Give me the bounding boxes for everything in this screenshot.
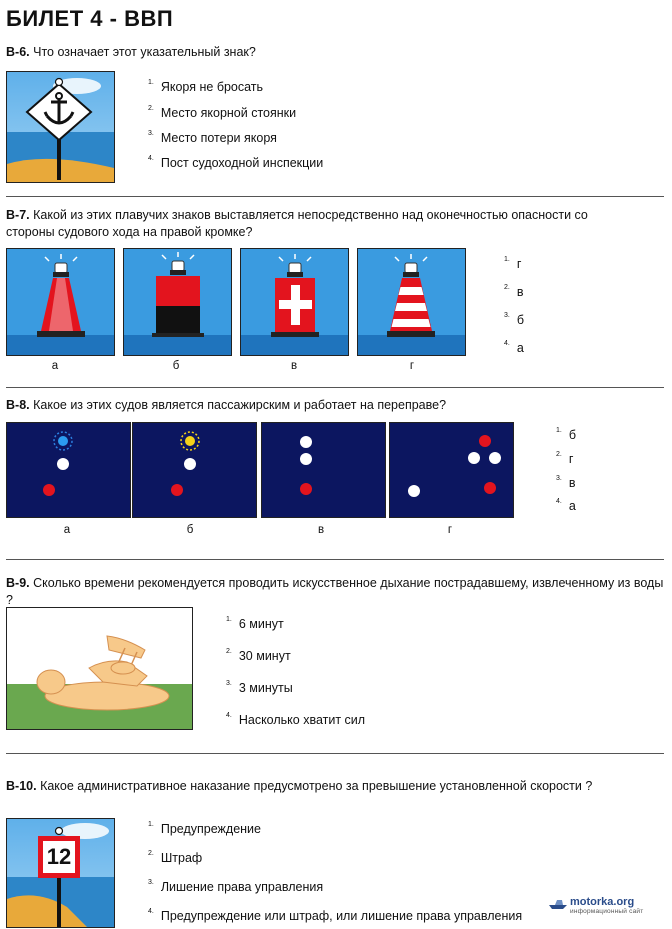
boat-icon (548, 898, 568, 910)
vessel-lights-g[interactable] (389, 422, 514, 518)
vessel-label-b: б (186, 524, 194, 536)
question-9-text: Сколько времени рекомендуется проводить искусственное дыхание пострадавшему, извлеченному из воды ? (6, 576, 664, 607)
buoy-label-a: а (51, 360, 59, 372)
question-9 (6, 575, 666, 609)
vessel-label-g: г (447, 524, 453, 536)
buoy-v-picture[interactable] (240, 248, 349, 356)
q7-option-1[interactable]: $^{1.}$ г (504, 256, 522, 271)
divider (6, 387, 664, 388)
q7-option-2[interactable]: $^{2.}$ в (504, 284, 524, 299)
buoy-label-b: б (172, 360, 180, 372)
vessel-lights-b[interactable] (132, 422, 257, 518)
question-7-number: В-7. (6, 208, 30, 222)
cpr-picture (6, 607, 193, 730)
question-10-text: Какое административное наказание предусмотрено за превышение установленной скорости ? (40, 779, 593, 793)
q8-option-2[interactable]: $^{2.}$ г (556, 451, 574, 466)
q8-option-3[interactable]: $^{3.}$ в (556, 475, 576, 490)
question-7 (6, 207, 636, 241)
q10-option-2[interactable]: $^{2.}$ Штраф (148, 850, 203, 865)
buoy-g-picture[interactable] (357, 248, 466, 356)
q9-option-1[interactable]: $^{1.}$ 6 минут (226, 616, 284, 631)
question-9-number: В-9. (6, 576, 30, 590)
q8-option-1[interactable]: $^{1.}$ б (556, 427, 577, 442)
vessel-label-a: а (63, 524, 71, 536)
question-10 (6, 778, 666, 795)
q10-option-4[interactable]: $^{4.}$ Предупреждение или штраф, или лишение права управления (148, 908, 523, 923)
speed-limit-sign-picture (6, 818, 115, 928)
q9-option-3[interactable]: $^{3.}$ 3 минуты (226, 680, 293, 695)
divider (6, 196, 664, 197)
question-8-number: В-8. (6, 398, 30, 412)
q6-option-1[interactable]: $^{1.}$ Якоря не бросать (148, 79, 264, 94)
q10-option-1[interactable]: $^{1.}$ Предупреждение (148, 821, 261, 836)
q7-option-4[interactable]: $^{4.}$ а (504, 340, 524, 355)
q9-option-4[interactable]: $^{4.}$ Насколько хватит сил (226, 712, 366, 727)
question-10-number: В-10. (6, 779, 37, 793)
anchorage-sign-picture (6, 71, 115, 183)
vessel-lights-a[interactable] (6, 422, 131, 518)
watermark-tagline: информационный сайт (570, 908, 644, 915)
page-title: БИЛЕТ 4 - ВВП (6, 6, 174, 31)
q8-option-4[interactable]: $^{4.}$ а (556, 498, 576, 513)
vessel-label-v: в (317, 524, 325, 536)
question-7-text: Какой из этих плавучих знаков выставляется непосредственно над оконечностью опасности со стороны судового хода на правой кромке? (6, 208, 588, 239)
question-6-text: Что означает этот указательный знак? (33, 45, 256, 59)
divider (6, 753, 664, 754)
q9-option-2[interactable]: $^{2.}$ 30 минут (226, 648, 291, 663)
question-6 (6, 44, 256, 61)
question-6-number: В-6. (6, 45, 30, 59)
q6-option-3[interactable]: $^{3.}$ Место потери якоря (148, 130, 277, 145)
buoy-label-v: в (290, 360, 298, 372)
watermark-site: motorka.org (570, 896, 635, 908)
buoy-b-picture[interactable] (123, 248, 232, 356)
buoy-a-picture[interactable] (6, 248, 115, 356)
q6-option-2[interactable]: $^{2.}$ Место якорной стоянки (148, 105, 297, 120)
question-8-text: Какое из этих судов является пассажирским и работает на переправе? (33, 398, 447, 412)
question-8 (6, 397, 446, 414)
speed-limit-value: 12 (46, 844, 72, 869)
divider (6, 559, 664, 560)
vessel-lights-v[interactable] (261, 422, 386, 518)
buoy-label-g: г (409, 360, 415, 372)
q6-option-4[interactable]: $^{4.}$ Пост судоходной инспекции (148, 155, 324, 170)
q10-option-3[interactable]: $^{3.}$ Лишение права управления (148, 879, 324, 894)
q7-option-3[interactable]: $^{3.}$ б (504, 312, 525, 327)
